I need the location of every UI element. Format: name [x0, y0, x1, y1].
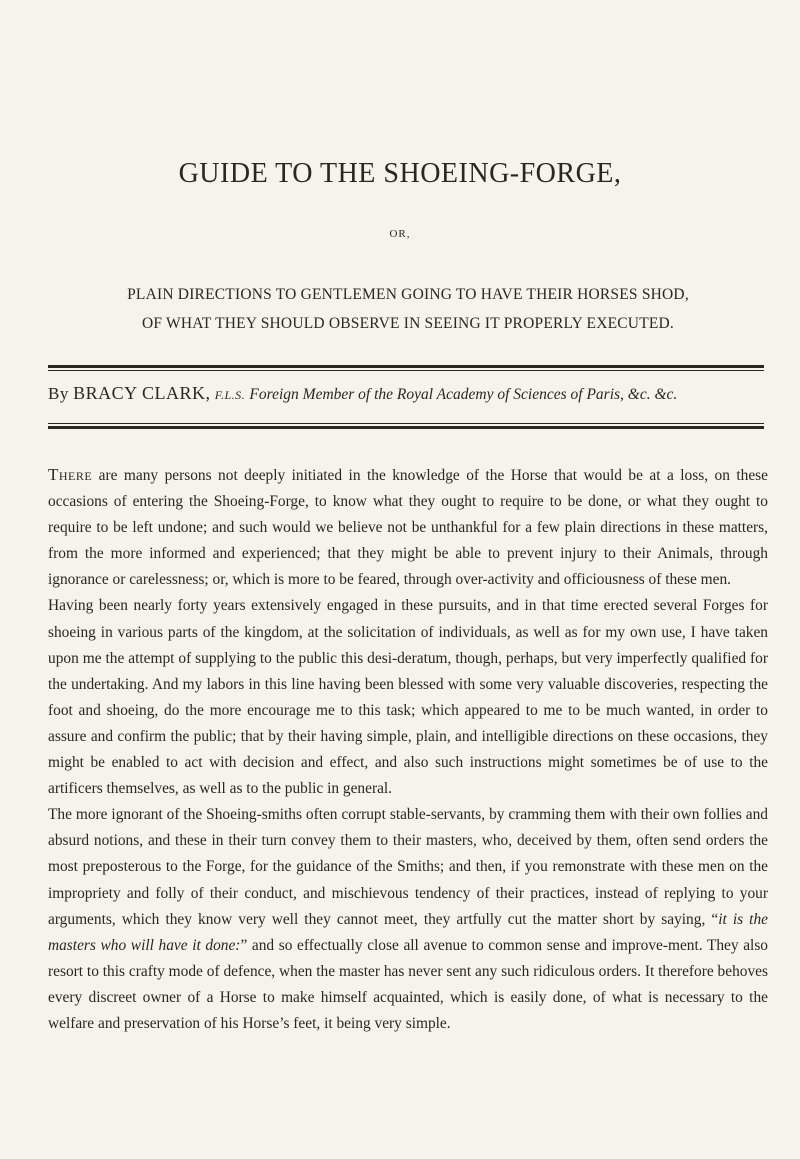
paragraph-3-text-before: The more ignorant of the Shoeing-smiths often corrupt stable-servants, by cramming them with their own follies and absurd notions, and these in their turn convey them to their masters, who, deceived by them, often send orders the most preposterous to the Forge, for the guidance of the Smiths; and then, if you remonstrate with these men on the impropriety and folly of their conduct, and mischievous tendency of their practices, instead of replying to your arguments, which they know very well they cannot meet, they artfully cut the matter short by saying, “ — [48, 806, 768, 928]
byline — [48, 383, 764, 404]
subtitle-line-2: OF WHAT THEY SHOULD OBSERVE IN SEEING IT PROPERLY EXECUTED. — [142, 315, 674, 332]
paragraph-3-text-after: ” and so effectually close all avenue to common sense and improve-ment. They also resort to this crafty mode of defence, when the master has never sent any such ridiculous orders. It therefore behoves every discreet owner of a Horse to make himself acquainted, which is easily done, of what is necessary to the welfare and preservation of his Horse’s feet, it being very simple. — [48, 936, 769, 1032]
bottom-double-rule — [48, 423, 764, 429]
top-double-rule — [48, 365, 764, 371]
quoted-phrase: it is the masters who will have it done: — [48, 910, 768, 954]
body-text — [48, 462, 768, 1037]
paragraph-3 — [48, 802, 768, 1037]
document-title: GUIDE TO THE SHOEING-FORGE, — [178, 158, 622, 189]
paragraph-2: Having been nearly forty years extensively engaged in these pursuits, and in that time erected several Forges for shoeing in various parts of the kingdom, at the solicitation of individuals, as well as for my own use, I have taken upon me the attempt of supplying to the public this desi-deratum, though, perhaps, but very imperfectly qualified for the undertaking. And my labors in this line having been blessed with some very valuable discoveries, respecting the foot and shoeing, do the more encourage me to this task; which appeared to me to be much wanted, in order to assure and confirm the public; that by their having simple, plain, and intelligible directions on these occasions, they might be enabled to act with decision and effect, and also such instructions might sometimes be of use to the artificers themselves, as well as to the public in general. — [48, 597, 768, 798]
subtitle — [48, 280, 768, 338]
byline-by: By — [48, 384, 69, 403]
paragraph-1 — [48, 462, 768, 593]
or-separator: OR, — [389, 228, 411, 240]
paragraph-1-text: are many persons not deeply initiated in the knowledge of the Horse that would be at a loss, on these occasions of entering the Shoeing-Forge, to know what they ought to require to be done, or what they ought to require to be left undone; and such would we believe not be unthankful for a few plain directions in these matters, from the more informed and experienced; that they might be able to prevent injury to their Animals, through ignorance or carelessness; or, which is more to be feared, through over-activity and officiousness of these men. — [48, 467, 768, 589]
author-affiliation: Foreign Member of the Royal Academy of Sciences of Paris, &c. &c. — [249, 386, 678, 403]
author-name: BRACY CLARK, — [73, 383, 211, 403]
author-credentials: F.L.S. — [214, 388, 246, 402]
subtitle-line-1: PLAIN DIRECTIONS TO GENTLEMEN GOING TO HAVE THEIR HORSES SHOD, — [127, 286, 689, 303]
paragraph-lead-word: There — [48, 465, 93, 484]
